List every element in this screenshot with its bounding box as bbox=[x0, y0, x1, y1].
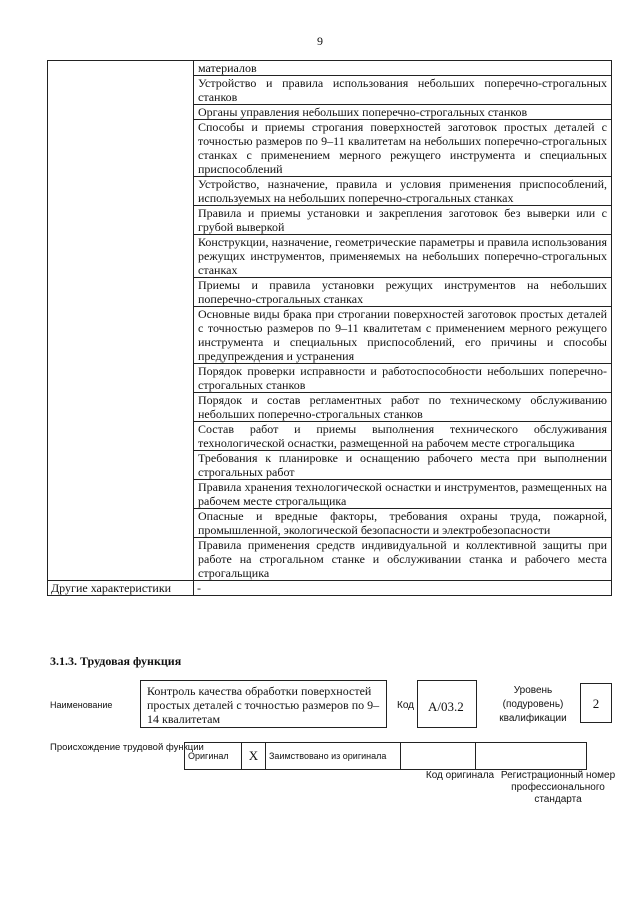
table-row bbox=[48, 581, 612, 596]
knowledge-item: Органы управления небольших поперечно-строгальных станков bbox=[194, 105, 612, 120]
origin-label: Происхождение трудовой функции bbox=[50, 742, 204, 753]
knowledge-item: Порядок и состав регламентных работ по техническому обслуживанию небольших поперечно-строгальных станков bbox=[194, 393, 612, 422]
knowledge-item: Правила применения средств индивидуальной и коллективной защиты при работе на строгальном станке и обслуживании станка и рабочего места строгальщика bbox=[194, 538, 612, 581]
function-name-box: Контроль качества обработки поверхностей простых деталей с точностью размеров по 9–14 квалитетам bbox=[140, 680, 387, 728]
knowledge-item: Способы и приемы строгания поверхностей заготовок простых деталей с точностью размеров по 9–11 квалитетам на небольших поперечно-строгальных станках с применением мерного режущего инструмента и специальных приспособлений bbox=[194, 120, 612, 177]
code-original-cell bbox=[401, 743, 476, 770]
knowledge-item: материалов bbox=[194, 61, 612, 76]
page-number: 9 bbox=[317, 34, 323, 48]
original-label: Оригинал bbox=[185, 743, 242, 770]
knowledge-item: Приемы и правила установки режущих инструментов на небольших поперечно-строгальных станках bbox=[194, 278, 612, 307]
knowledge-item: Требования к планировке и оснащению рабочего места при выполнении строгальных работ bbox=[194, 451, 612, 480]
function-code-box: А/03.2 bbox=[417, 680, 477, 728]
knowledge-item: Правила и приемы установки и закрепления заготовок без выверки или с грубой выверкой bbox=[194, 206, 612, 235]
knowledge-item: Порядок проверки исправности и работоспособности небольших поперечно-строгальных станков bbox=[194, 364, 612, 393]
knowledge-item: Основные виды брака при строгании поверхностей заготовок простых деталей с точностью размеров по 9–11 квалитетам с применением мерного режущего инструмента и специальных приспособлений, его причины и способы предупреждения и устранения bbox=[194, 307, 612, 364]
borrowed-label: Заимствовано из оригинала bbox=[266, 743, 401, 770]
knowledge-item: Устройство и правила использования небольших поперечно-строгальных станков bbox=[194, 76, 612, 105]
reg-number-label: Регистрационный номер профессионального стандарта bbox=[500, 770, 616, 805]
table-row bbox=[48, 61, 612, 76]
knowledge-item: Состав работ и приемы выполнения технического обслуживания технологической оснастки, размещенной на рабочем месте строгальщика bbox=[194, 422, 612, 451]
knowledge-item: Опасные и вредные факторы, требования охраны труда, пожарной, промышленной, экологической безопасности и электробезопасности bbox=[194, 509, 612, 538]
section-title: 3.1.3. Трудовая функция bbox=[50, 654, 182, 668]
knowledge-label-cell bbox=[48, 61, 194, 581]
other-characteristics-label: Другие характеристики bbox=[48, 581, 194, 596]
knowledge-table bbox=[47, 60, 612, 596]
reg-number-cell bbox=[476, 743, 587, 770]
knowledge-item: Конструкции, назначение, геометрические параметры и правила использования режущих инструментов, применяемых на небольших поперечно-строгальных станках bbox=[194, 235, 612, 278]
code-original-label: Код оригинала bbox=[425, 770, 495, 781]
knowledge-item: Устройство, назначение, правила и условия применения приспособлений, используемых на небольших поперечно-строгальных станках bbox=[194, 177, 612, 206]
origin-table bbox=[184, 742, 587, 770]
level-label: Уровень (подуровень) квалификации bbox=[499, 685, 567, 724]
code-label: Код bbox=[397, 700, 415, 711]
other-characteristics-value: - bbox=[194, 581, 612, 596]
level-box: 2 bbox=[580, 683, 612, 723]
knowledge-item: Правила хранения технологической оснастки и инструментов, размещенных на рабочем месте строгальщика bbox=[194, 480, 612, 509]
name-label: Наименование bbox=[50, 700, 113, 710]
original-mark: X bbox=[242, 743, 266, 770]
